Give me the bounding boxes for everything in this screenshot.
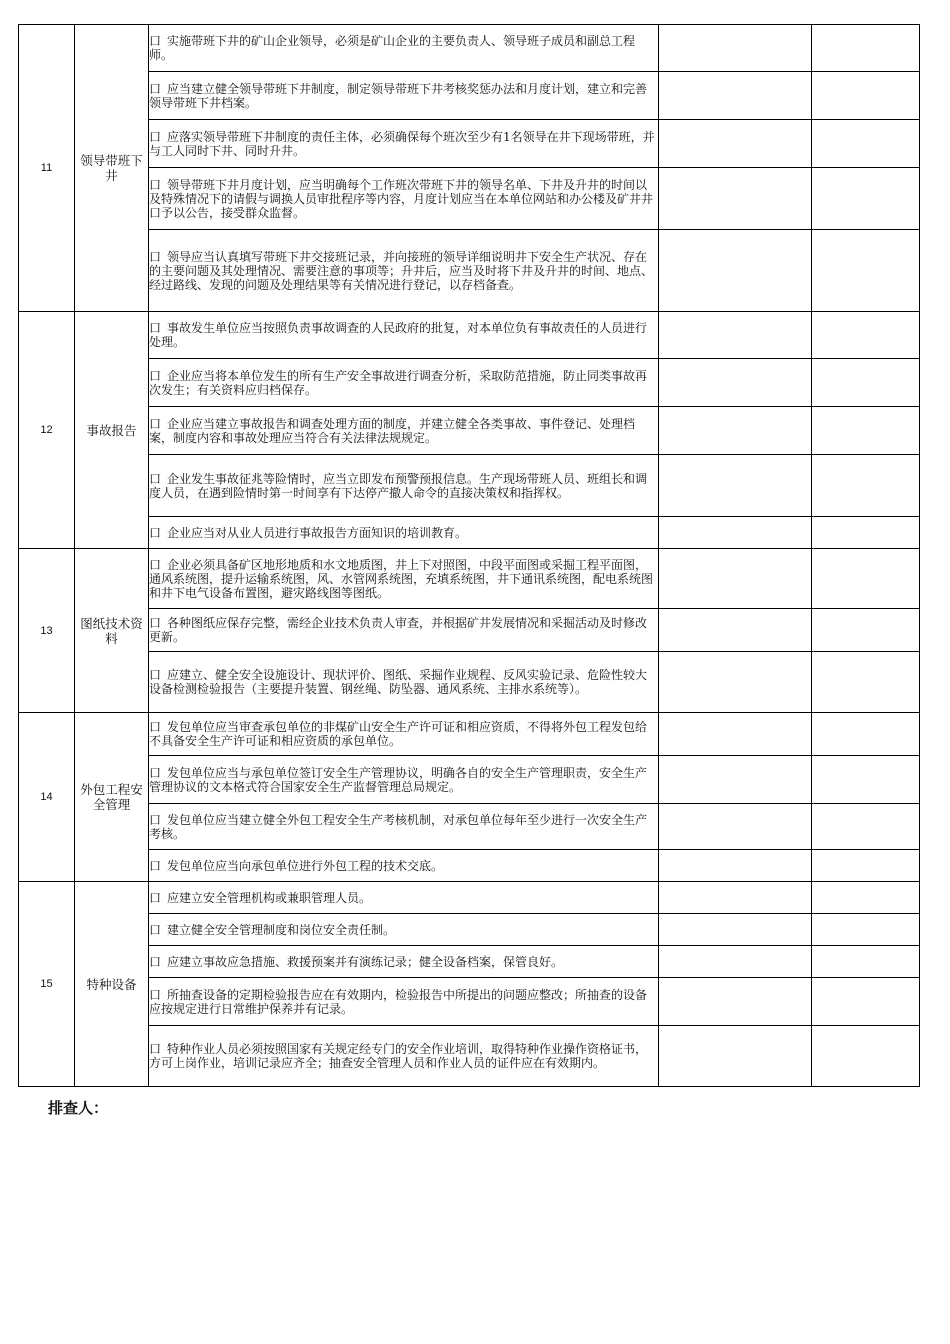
table-row bbox=[19, 25, 920, 72]
checkbox-icon[interactable]: 口 bbox=[149, 616, 162, 630]
checkbox-icon[interactable]: 口 bbox=[149, 1042, 162, 1056]
check-item bbox=[149, 914, 659, 946]
result-cell[interactable] bbox=[659, 455, 812, 517]
table-row bbox=[19, 359, 920, 407]
result-cell[interactable] bbox=[659, 120, 812, 168]
check-item bbox=[149, 609, 659, 652]
section-category: 图纸技术资料 bbox=[75, 549, 149, 713]
check-item-text: 各种图纸应保存完整，需经企业技术负责人审查，并根据矿井发展情况和采掘活动及时修改更新。 bbox=[149, 616, 648, 644]
table-row bbox=[19, 407, 920, 455]
checkbox-icon[interactable]: 口 bbox=[149, 720, 162, 734]
table-row bbox=[19, 914, 920, 946]
checkbox-icon[interactable]: 口 bbox=[149, 321, 162, 335]
check-item-text: 发包单位应当建立健全外包工程安全生产考核机制，对承包单位每年至少进行一次安全生产考核。 bbox=[149, 812, 648, 841]
check-item bbox=[149, 756, 659, 804]
section-category: 外包工程安全管理 bbox=[75, 713, 149, 882]
remark-cell[interactable] bbox=[812, 312, 920, 359]
result-cell[interactable] bbox=[659, 407, 812, 455]
table-row bbox=[19, 946, 920, 978]
check-item bbox=[149, 549, 659, 609]
table-row bbox=[19, 312, 920, 359]
check-item-text: 所抽查设备的定期检验报告应在有效期内，检验报告中所提出的问题应整改；所抽查的设备应按规定进行日常维护保养并有记录。 bbox=[149, 987, 648, 1016]
checkbox-icon[interactable]: 口 bbox=[149, 922, 162, 937]
inspection-table bbox=[18, 24, 920, 1087]
check-item-text: 发包单位应当向承包单位进行外包工程的技术交底。 bbox=[167, 858, 444, 873]
check-item bbox=[149, 455, 659, 517]
section-number: 14 bbox=[19, 713, 75, 882]
result-cell[interactable] bbox=[659, 25, 812, 72]
checkbox-icon[interactable]: 口 bbox=[149, 416, 162, 431]
remark-cell[interactable] bbox=[812, 850, 920, 882]
checkbox-icon[interactable]: 口 bbox=[149, 34, 162, 48]
checkbox-icon[interactable]: 口 bbox=[149, 525, 162, 540]
check-item-text: 发包单位应当与承包单位签订安全生产管理协议，明确各自的安全生产管理职责，安全生产管理协议的文本格式符合国家安全生产监督管理总局规定。 bbox=[149, 765, 648, 794]
check-item-text: 应建立安全管理机构或兼职管理人员。 bbox=[167, 890, 372, 905]
section-number: 11 bbox=[19, 25, 75, 312]
section-number: 13 bbox=[19, 549, 75, 713]
result-cell[interactable] bbox=[659, 882, 812, 914]
check-item bbox=[149, 25, 659, 72]
checkbox-icon[interactable]: 口 bbox=[149, 858, 162, 873]
table-row bbox=[19, 804, 920, 850]
check-item bbox=[149, 652, 659, 713]
section-number: 15 bbox=[19, 882, 75, 1087]
remark-cell[interactable] bbox=[812, 804, 920, 850]
check-item bbox=[149, 850, 659, 882]
table-row bbox=[19, 609, 920, 652]
remark-cell[interactable] bbox=[812, 652, 920, 713]
table-row bbox=[19, 230, 920, 312]
check-item bbox=[149, 312, 659, 359]
remark-cell[interactable] bbox=[812, 359, 920, 407]
check-item-text: 发包单位应当审查承包单位的非煤矿山安全生产许可证和相应资质，不得将外包工程发包给不具备安全生产许可证和相应资质的承包单位。 bbox=[149, 720, 648, 748]
result-cell[interactable] bbox=[659, 517, 812, 549]
remark-cell[interactable] bbox=[812, 25, 920, 72]
remark-cell[interactable] bbox=[812, 517, 920, 549]
section-category: 事故报告 bbox=[75, 312, 149, 549]
check-item-text: 企业应当对从业人员进行事故报告方面知识的培训教育。 bbox=[167, 525, 468, 540]
remark-cell[interactable] bbox=[812, 713, 920, 756]
checkbox-icon[interactable]: 口 bbox=[149, 81, 162, 96]
check-item-text: 事故发生单位应当按照负责事故调查的人民政府的批复，对本单位负有事故责任的人员进行处理。 bbox=[149, 321, 648, 349]
result-cell[interactable] bbox=[659, 756, 812, 804]
result-cell[interactable] bbox=[659, 804, 812, 850]
check-item-text: 企业发生事故征兆等险情时，应当立即发布预警预报信息。生产现场带班人员、班组长和调度人员，在遇到险情时第一时间享有下达停产撤人命令的直接决策权和指挥权。 bbox=[149, 471, 648, 500]
check-item bbox=[149, 804, 659, 850]
check-item-text: 企业应当将本单位发生的所有生产安全事故进行调查分析，采取防范措施，防止同类事故再次发生；有关资料应归档保存。 bbox=[149, 368, 648, 397]
checkbox-icon[interactable]: 口 bbox=[149, 987, 162, 1002]
table-row bbox=[19, 882, 920, 914]
result-cell[interactable] bbox=[659, 230, 812, 312]
result-cell[interactable] bbox=[659, 312, 812, 359]
result-cell[interactable] bbox=[659, 609, 812, 652]
checkbox-icon[interactable]: 口 bbox=[149, 557, 162, 572]
check-item-text: 建立健全安全管理制度和岗位安全责任制。 bbox=[167, 922, 396, 937]
check-item bbox=[149, 978, 659, 1026]
checkbox-icon[interactable]: 口 bbox=[149, 668, 162, 682]
table-row bbox=[19, 72, 920, 120]
check-item bbox=[149, 120, 659, 168]
result-cell[interactable] bbox=[659, 946, 812, 978]
remark-cell[interactable] bbox=[812, 1026, 920, 1087]
result-cell[interactable] bbox=[659, 914, 812, 946]
remark-cell[interactable] bbox=[812, 609, 920, 652]
remark-cell[interactable] bbox=[812, 914, 920, 946]
checkbox-icon[interactable]: 口 bbox=[149, 890, 162, 905]
check-item-text: 应落实领导带班下井制度的责任主体，必须确保每个班次至少有1名领导在井下现场带班，并与工人同时下井、同时升井。 bbox=[149, 129, 655, 158]
remark-cell[interactable] bbox=[812, 407, 920, 455]
remark-cell[interactable] bbox=[812, 72, 920, 120]
table-row bbox=[19, 850, 920, 882]
inspector-label: 排查人： bbox=[48, 1099, 109, 1117]
table-row bbox=[19, 756, 920, 804]
remark-cell[interactable] bbox=[812, 549, 920, 609]
remark-cell[interactable] bbox=[812, 120, 920, 168]
table-row bbox=[19, 652, 920, 713]
check-item bbox=[149, 882, 659, 914]
table-row bbox=[19, 978, 920, 1026]
check-item bbox=[149, 407, 659, 455]
check-item-text: 应建立、健全安全设施设计、现状评价、图纸、采掘作业规程、反风实验记录、危险性较大设备检测检验报告（主要提升装置、钢丝绳、防坠器、通风系统、主排水系统等）。 bbox=[149, 668, 648, 696]
remark-cell[interactable] bbox=[812, 230, 920, 312]
table-row bbox=[19, 517, 920, 549]
checkbox-icon[interactable]: 口 bbox=[149, 177, 162, 192]
result-cell[interactable] bbox=[659, 850, 812, 882]
remark-cell[interactable] bbox=[812, 978, 920, 1026]
check-item-text: 领导应当认真填写带班下井交接班记录，并向接班的领导详细说明井下安全生产状况、存在的主要问题及其处理情况、需要注意的事项等；升井后，应当及时将下井及升井的时间、地点、经过路线、发现的问题及处理结果等有关情况进行登记，以存档备查。 bbox=[149, 249, 654, 292]
check-item bbox=[149, 946, 659, 978]
result-cell[interactable] bbox=[659, 713, 812, 756]
result-cell[interactable] bbox=[659, 978, 812, 1026]
remark-cell[interactable] bbox=[812, 168, 920, 230]
result-cell[interactable] bbox=[659, 1026, 812, 1087]
check-item bbox=[149, 713, 659, 756]
result-cell[interactable] bbox=[659, 359, 812, 407]
section-category: 特种设备 bbox=[75, 882, 149, 1087]
check-item bbox=[149, 230, 659, 312]
checkbox-icon[interactable]: 口 bbox=[149, 954, 162, 969]
checkbox-icon[interactable]: 口 bbox=[149, 471, 162, 486]
table-row bbox=[19, 549, 920, 609]
table-row bbox=[19, 168, 920, 230]
remark-cell[interactable] bbox=[812, 946, 920, 978]
check-item-text: 应当建立健全领导带班下井制度，制定领导带班下井考核奖惩办法和月度计划，建立和完善领导带班下井档案。 bbox=[149, 81, 648, 110]
table-row bbox=[19, 1026, 920, 1087]
check-item bbox=[149, 72, 659, 120]
result-cell[interactable] bbox=[659, 549, 812, 609]
result-cell[interactable] bbox=[659, 168, 812, 230]
table-row bbox=[19, 455, 920, 517]
check-item bbox=[149, 168, 659, 230]
checkbox-icon[interactable]: 口 bbox=[149, 249, 162, 264]
check-item-text: 实施带班下井的矿山企业领导，必须是矿山企业的主要负责人、领导班子成员和副总工程师。 bbox=[149, 34, 636, 62]
check-item-text: 应建立事故应急措施、救援预案并有演练记录；健全设备档案，保管良好。 bbox=[167, 954, 564, 969]
section-number: 12 bbox=[19, 312, 75, 549]
checkbox-icon[interactable]: 口 bbox=[149, 129, 162, 144]
check-item bbox=[149, 1026, 659, 1087]
table-row bbox=[19, 120, 920, 168]
remark-cell[interactable] bbox=[812, 455, 920, 517]
check-item-text: 特种作业人员必须按照国家有关规定经专门的安全作业培训，取得特种作业操作资格证书，方可上岗作业，培训记录应齐全；抽查安全管理人员和作业人员的证件应在有效期内。 bbox=[149, 1042, 648, 1070]
section-category: 领导带班下井 bbox=[75, 25, 149, 312]
check-item bbox=[149, 517, 659, 549]
checkbox-icon[interactable]: 口 bbox=[149, 812, 162, 827]
checkbox-icon[interactable]: 口 bbox=[149, 368, 162, 383]
remark-cell[interactable] bbox=[812, 756, 920, 804]
table-row bbox=[19, 713, 920, 756]
check-item bbox=[149, 359, 659, 407]
check-item-text: 企业必须具备矿区地形地质和水文地质图，井上下对照图，中段平面图或采掘工程平面图，通风系统图，提升运输系统图，风、水管网系统图，充填系统图，井下通讯系统图，配电系统图和井下电气设备布置图，避灾路线图等图纸。 bbox=[149, 557, 654, 600]
check-item-text: 企业应当建立事故报告和调查处理方面的制度，并建立健全各类事故、事件登记、处理档案，制度内容和事故处理应当符合有关法律法规规定。 bbox=[149, 416, 636, 445]
result-cell[interactable] bbox=[659, 72, 812, 120]
checkbox-icon[interactable]: 口 bbox=[149, 765, 162, 780]
result-cell[interactable] bbox=[659, 652, 812, 713]
remark-cell[interactable] bbox=[812, 882, 920, 914]
check-item-text: 领导带班下井月度计划，应当明确每个工作班次带班下井的领导名单、下井及升井的时间以及特殊情况下的请假与调换人员审批程序等内容，月度计划应当在本单位网站和办公楼及矿井井口予以公告，接受群众监督。 bbox=[149, 177, 654, 220]
